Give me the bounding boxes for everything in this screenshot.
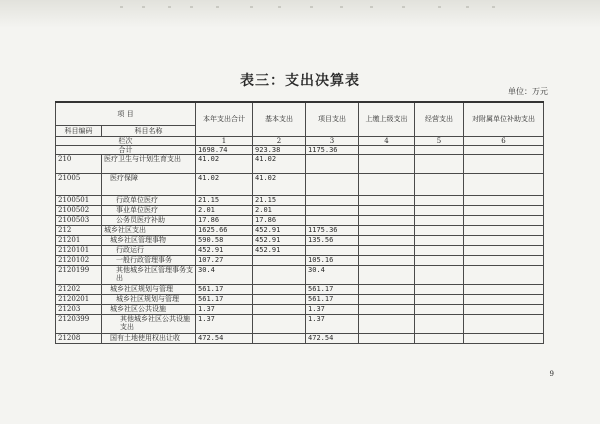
code-cell: 2120201 (56, 295, 102, 305)
upper-cell (359, 334, 415, 344)
basic-cell: 41.02 (253, 155, 306, 174)
basic-cell (253, 285, 306, 295)
subsidiary-cell (464, 236, 544, 246)
basic-cell (253, 266, 306, 285)
total-cell: 107.27 (196, 256, 253, 266)
name-cell: 行政运行 (102, 246, 196, 256)
table-row (56, 174, 544, 196)
upper-cell (359, 155, 415, 174)
operating-cell (415, 246, 464, 256)
header-item: 项 目 (56, 102, 196, 126)
operating-cell (415, 285, 464, 295)
scan-noise (120, 6, 500, 12)
header-subsidiary: 对附属单位补助支出 (464, 102, 544, 137)
upper-cell (359, 266, 415, 285)
code-cell: 2120102 (56, 256, 102, 266)
name-cell: 公务员医疗补助 (102, 216, 196, 226)
upper-cell (359, 206, 415, 216)
project-cell (306, 174, 359, 196)
basic-cell (253, 295, 306, 305)
subsidiary-cell (464, 226, 544, 236)
upper-cell (359, 295, 415, 305)
upper-cell (359, 256, 415, 266)
name-cell: 其他城乡社区管理事务支出 (102, 266, 196, 285)
upper-cell (359, 246, 415, 256)
total-cell: 561.17 (196, 285, 253, 295)
project-cell: 472.54 (306, 334, 359, 344)
document-title: 表三：支出决算表 (240, 73, 360, 89)
table-row (56, 295, 544, 305)
subsidiary-cell (464, 315, 544, 334)
operating-cell (415, 295, 464, 305)
project-cell (306, 196, 359, 206)
code-cell: 210 (56, 155, 102, 174)
name-cell: 城乡社区规划与管理 (102, 295, 196, 305)
header-basic: 基本支出 (253, 102, 306, 137)
operating-cell (415, 256, 464, 266)
subsidiary-cell (464, 146, 544, 155)
project-cell (306, 155, 359, 174)
upper-cell (359, 174, 415, 196)
operating-cell (415, 174, 464, 196)
operating-cell (415, 236, 464, 246)
operating-cell (415, 334, 464, 344)
project-cell: 561.17 (306, 285, 359, 295)
col-index: 5 (415, 137, 464, 146)
code-cell: 21203 (56, 305, 102, 315)
operating-cell (415, 155, 464, 174)
total-cell: 590.58 (196, 236, 253, 246)
total-cell: 452.91 (196, 246, 253, 256)
table-row (56, 226, 544, 236)
code-cell: 21202 (56, 285, 102, 295)
project-cell (306, 206, 359, 216)
subsidiary-cell (464, 295, 544, 305)
row-index-label: 栏次 (56, 137, 196, 146)
name-cell: 医疗保障 (102, 174, 196, 196)
code-cell: 212 (56, 226, 102, 236)
name-cell: 城乡社区管理事物 (102, 236, 196, 246)
name-cell: 其他城乡社区公共设施支出 (102, 315, 196, 334)
total-cell: 30.4 (196, 266, 253, 285)
operating-cell (415, 315, 464, 334)
subsidiary-cell (464, 155, 544, 174)
upper-cell (359, 226, 415, 236)
subsidiary-cell (464, 196, 544, 206)
header-project: 项目支出 (306, 102, 359, 137)
col-index: 2 (253, 137, 306, 146)
operating-cell (415, 206, 464, 216)
basic-cell: 452.91 (253, 246, 306, 256)
totals-label: 合计 (56, 146, 196, 155)
table-row (56, 315, 544, 334)
project-cell: 1175.36 (306, 146, 359, 155)
total-cell: 1.37 (196, 305, 253, 315)
header-name: 科目名称 (102, 126, 196, 137)
subsidiary-cell (464, 206, 544, 216)
name-cell: 一般行政管理事务 (102, 256, 196, 266)
project-cell (306, 246, 359, 256)
subsidiary-cell (464, 256, 544, 266)
total-cell: 1625.66 (196, 226, 253, 236)
header-upper: 上缴上级支出 (359, 102, 415, 137)
code-cell: 2100503 (56, 216, 102, 226)
project-cell: 135.56 (306, 236, 359, 246)
unit-label: 单位：万元 (508, 87, 548, 96)
subsidiary-cell (464, 305, 544, 315)
subsidiary-cell (464, 246, 544, 256)
table-row (56, 256, 544, 266)
subsidiary-cell (464, 334, 544, 344)
table-row (56, 246, 544, 256)
name-cell: 城乡社区规划与管理 (102, 285, 196, 295)
table-row (56, 334, 544, 344)
table-row (56, 196, 544, 206)
upper-cell (359, 285, 415, 295)
operating-cell (415, 226, 464, 236)
table-row (56, 236, 544, 246)
page-number: 9 (549, 370, 554, 378)
name-cell: 城乡社区公共设施 (102, 305, 196, 315)
table-row (56, 216, 544, 226)
basic-cell: 21.15 (253, 196, 306, 206)
basic-cell: 452.91 (253, 236, 306, 246)
col-index: 4 (359, 137, 415, 146)
upper-cell (359, 315, 415, 334)
total-cell: 1698.74 (196, 146, 253, 155)
project-cell: 561.17 (306, 295, 359, 305)
column-index-row (56, 137, 544, 146)
basic-cell: 41.02 (253, 174, 306, 196)
total-cell: 41.02 (196, 174, 253, 196)
upper-cell (359, 236, 415, 246)
operating-cell (415, 216, 464, 226)
code-cell: 2120399 (56, 315, 102, 334)
name-cell: 国有土地使用权出让收 (102, 334, 196, 344)
name-cell: 行政单位医疗 (102, 196, 196, 206)
code-cell: 2120101 (56, 246, 102, 256)
header-code: 科目编码 (56, 126, 102, 137)
basic-cell: 2.01 (253, 206, 306, 216)
total-cell: 1.37 (196, 315, 253, 334)
total-cell: 17.86 (196, 216, 253, 226)
subsidiary-cell (464, 174, 544, 196)
subsidiary-cell (464, 285, 544, 295)
scan-shadow (0, 0, 600, 28)
col-index: 1 (196, 137, 253, 146)
table-row (56, 305, 544, 315)
upper-cell (359, 146, 415, 155)
code-cell: 2100502 (56, 206, 102, 216)
subsidiary-cell (464, 266, 544, 285)
code-cell: 21201 (56, 236, 102, 246)
operating-cell (415, 196, 464, 206)
project-cell: 105.16 (306, 256, 359, 266)
code-cell: 21208 (56, 334, 102, 344)
code-cell: 2100501 (56, 196, 102, 206)
upper-cell (359, 305, 415, 315)
operating-cell (415, 305, 464, 315)
header-row-1 (56, 102, 544, 126)
name-cell: 城乡社区支出 (102, 226, 196, 236)
total-cell: 21.15 (196, 196, 253, 206)
basic-cell: 452.91 (253, 226, 306, 236)
upper-cell (359, 196, 415, 206)
project-cell (306, 216, 359, 226)
subsidiary-cell (464, 216, 544, 226)
basic-cell (253, 305, 306, 315)
col-index: 3 (306, 137, 359, 146)
table-row (56, 285, 544, 295)
basic-cell (253, 334, 306, 344)
total-cell: 2.01 (196, 206, 253, 216)
totals-row (56, 146, 544, 155)
table-row (56, 206, 544, 216)
operating-cell (415, 146, 464, 155)
code-cell: 2120199 (56, 266, 102, 285)
col-index: 6 (464, 137, 544, 146)
table-row (56, 155, 544, 174)
total-cell: 561.17 (196, 295, 253, 305)
name-cell: 事业单位医疗 (102, 206, 196, 216)
operating-cell (415, 266, 464, 285)
basic-cell (253, 256, 306, 266)
basic-cell: 17.86 (253, 216, 306, 226)
table-row (56, 266, 544, 285)
total-cell: 472.54 (196, 334, 253, 344)
code-cell: 21005 (56, 174, 102, 196)
header-total: 本年支出合计 (196, 102, 253, 137)
expenditure-table (55, 101, 544, 344)
basic-cell (253, 315, 306, 334)
project-cell: 1.37 (306, 315, 359, 334)
project-cell: 1175.36 (306, 226, 359, 236)
project-cell: 30.4 (306, 266, 359, 285)
basic-cell: 923.38 (253, 146, 306, 155)
total-cell: 41.02 (196, 155, 253, 174)
header-operating: 经营支出 (415, 102, 464, 137)
upper-cell (359, 216, 415, 226)
project-cell: 1.37 (306, 305, 359, 315)
name-cell: 医疗卫生与计划生育支出 (102, 155, 196, 174)
